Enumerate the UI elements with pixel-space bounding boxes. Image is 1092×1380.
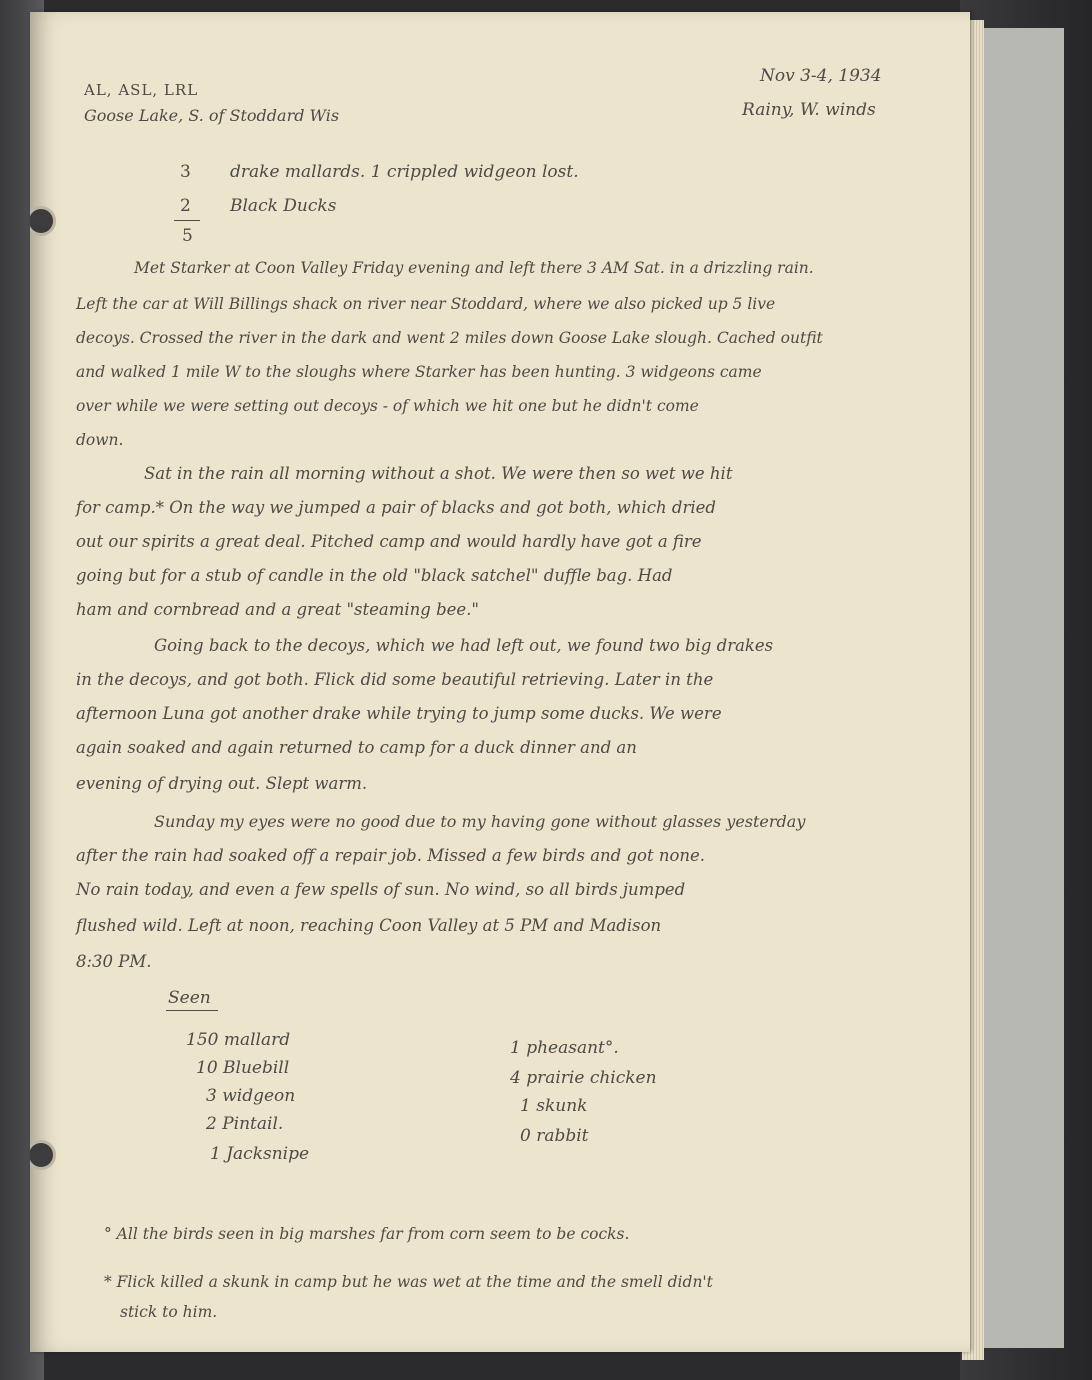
paragraph-1-line-4: and walked 1 mile W to the sloughs where Starker has been hunting. 3 widgeons came <box>76 363 762 381</box>
seen-right-2: 4 prairie chicken <box>510 1068 657 1088</box>
footnote-degree: ° All the birds seen in big marshes far from corn seem to be cocks. <box>104 1225 630 1243</box>
paragraph-3-line-4: again soaked and again returned to camp for a duck dinner and an <box>76 738 637 757</box>
notebook-page <box>30 12 970 1352</box>
seen-right-4: 0 rabbit <box>520 1126 589 1146</box>
binder-ring-hole-bottom <box>30 1140 56 1170</box>
seen-right-3: 1 skunk <box>520 1096 588 1116</box>
binder-ring-hole-top <box>30 206 56 236</box>
header-initials: AL, ASL, LRL <box>84 81 199 99</box>
paragraph-3-line-2: in the decoys, and got both. Flick did some beautiful retrieving. Later in the <box>76 670 714 689</box>
tally-sum-line <box>174 220 200 221</box>
paragraph-3-line-1: Going back to the decoys, which we had left out, we found two big drakes <box>154 636 774 655</box>
paragraph-1-line-1: Met Starker at Coon Valley Friday evening and left there 3 AM Sat. in a drizzling rain. <box>134 259 814 277</box>
paragraph-3-line-3: afternoon Luna got another drake while trying to jump some ducks. We were <box>76 704 722 723</box>
paragraph-4-line-4: flushed wild. Left at noon, reaching Coon Valley at 5 PM and Madison <box>76 916 662 935</box>
paragraph-2-line-4: going but for a stub of candle in the old "black satchel" duffle bag. Had <box>76 566 673 585</box>
paragraph-4-line-3: No rain today, and even a few spells of sun. No wind, so all birds jumped <box>76 880 686 899</box>
seen-left-1: 150 mallard <box>186 1030 291 1050</box>
binder-board <box>976 28 1064 1348</box>
tally-text-2: Black Ducks <box>230 196 337 216</box>
seen-heading-underline <box>166 1010 218 1011</box>
seen-left-5: 1 Jacksnipe <box>210 1144 310 1164</box>
paragraph-1-line-5: over while we were setting out decoys - of which we hit one but he didn't come <box>76 397 699 415</box>
seen-right-1: 1 pheasant°. <box>510 1038 619 1058</box>
footnote-asterisk: * Flick killed a skunk in camp but he was wet at the time and the smell didn't <box>104 1273 713 1291</box>
paragraph-3-line-5: evening of drying out. Slept warm. <box>76 774 368 793</box>
tally-total: 5 <box>182 226 193 246</box>
tally-count-1: 3 <box>180 162 191 182</box>
paragraph-4-line-5: 8:30 PM. <box>76 952 152 971</box>
seen-left-2: 10 Bluebill <box>196 1058 290 1078</box>
seen-heading: Seen <box>168 988 211 1008</box>
paragraph-4-line-1: Sunday my eyes were no good due to my having gone without glasses yesterday <box>154 812 806 831</box>
paragraph-1-line-2: Left the car at Will Billings shack on river near Stoddard, where we also picked up 5 live <box>76 295 776 313</box>
paragraph-4-line-2: after the rain had soaked off a repair job. Missed a few birds and got none. <box>76 846 706 865</box>
paragraph-2-line-1: Sat in the rain all morning without a shot. We were then so wet we hit <box>144 464 733 483</box>
header-date: Nov 3-4, 1934 <box>760 66 882 86</box>
paragraph-1-line-6: down. <box>76 431 124 449</box>
seen-left-3: 3 widgeon <box>206 1086 296 1106</box>
header-location: Goose Lake, S. of Stoddard Wis <box>84 106 340 125</box>
tally-text-1: drake mallards. 1 crippled widgeon lost. <box>230 162 579 182</box>
paragraph-2-line-2: for camp.* On the way we jumped a pair of blacks and got both, which dried <box>76 498 716 517</box>
footnote-asterisk-continued: stick to him. <box>120 1303 218 1321</box>
seen-left-4: 2 Pintail. <box>206 1114 284 1134</box>
header-weather: Rainy, W. winds <box>742 100 876 120</box>
paragraph-1-line-3: decoys. Crossed the river in the dark and went 2 miles down Goose Lake slough. Cached outfit <box>76 329 823 347</box>
paragraph-2-line-5: ham and cornbread and a great "steaming bee." <box>76 600 480 619</box>
paragraph-2-line-3: out our spirits a great deal. Pitched camp and would hardly have got a fire <box>76 532 702 551</box>
tally-count-2: 2 <box>180 196 191 216</box>
